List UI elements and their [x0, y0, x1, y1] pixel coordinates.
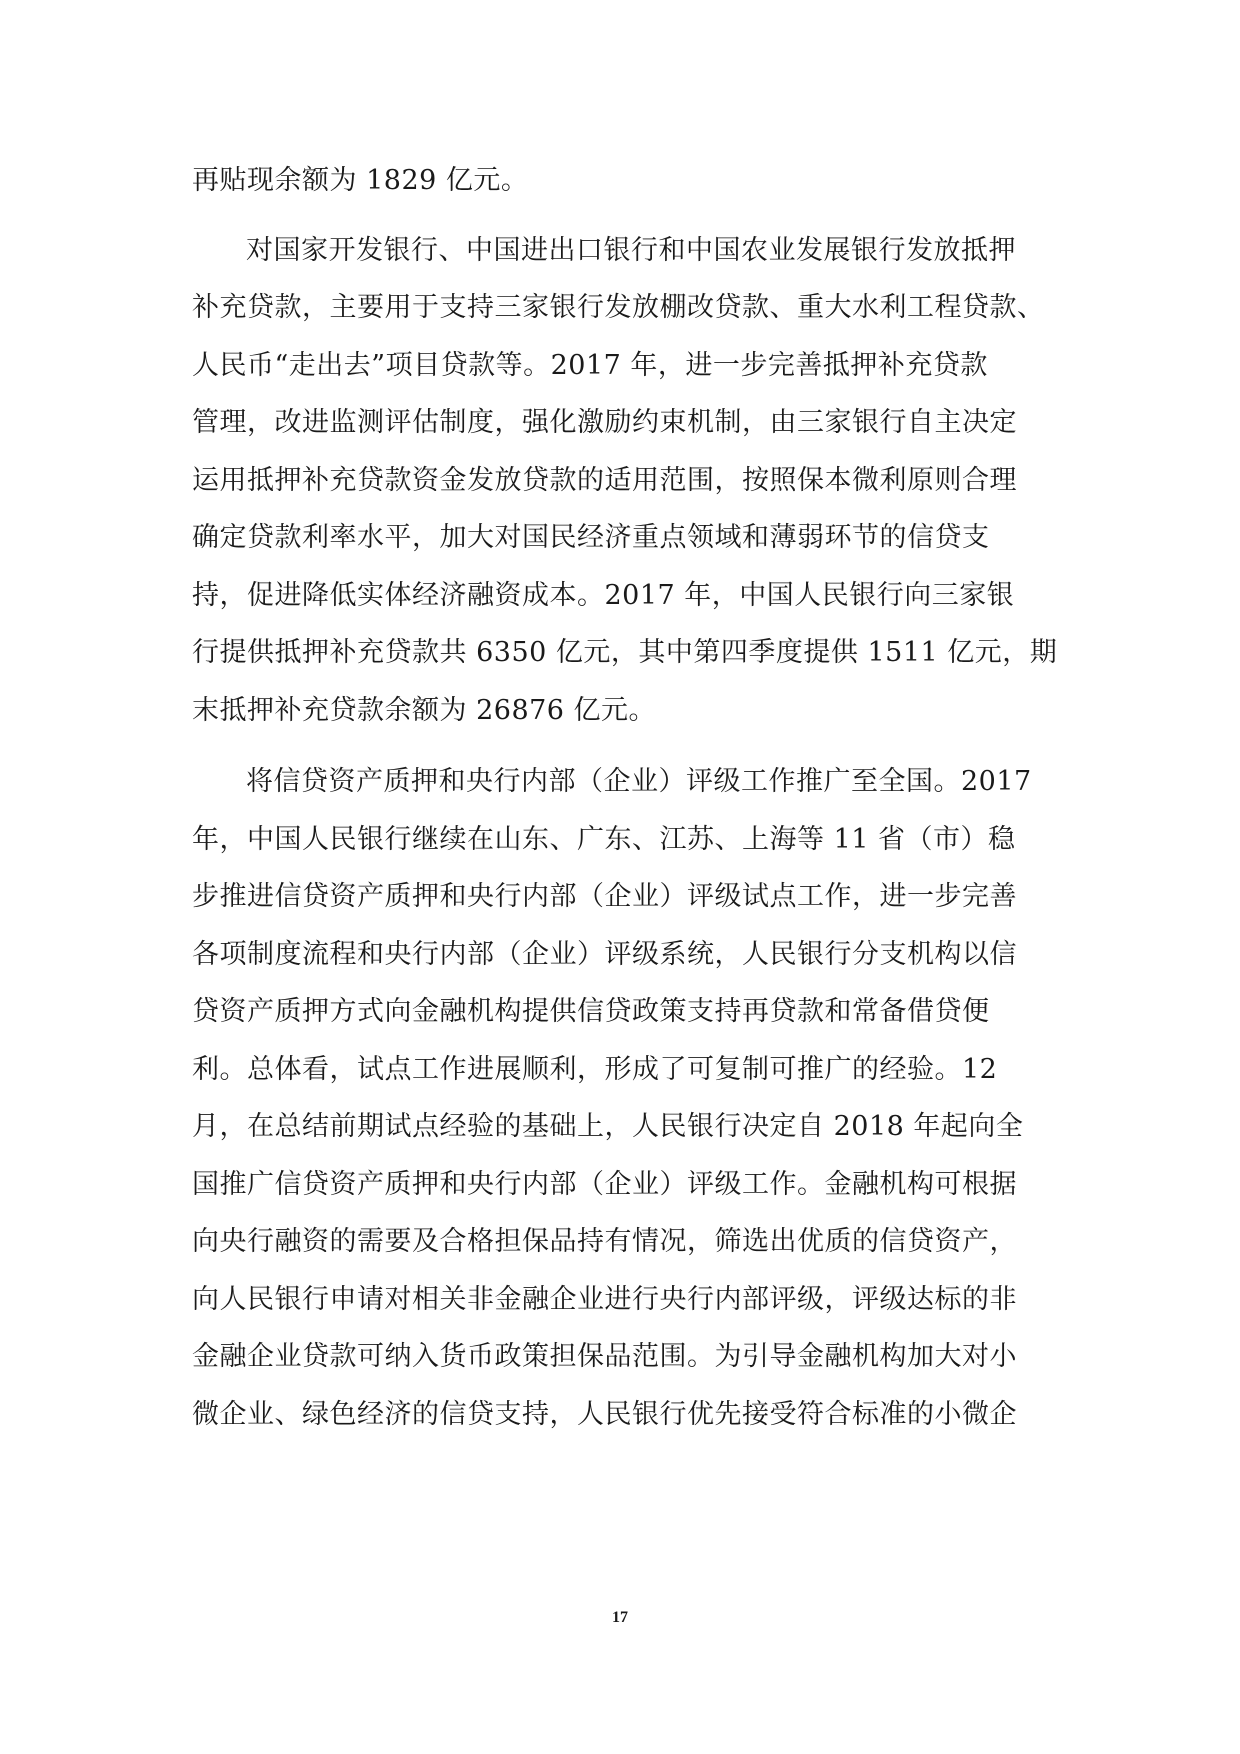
text-line: 利。总体看，试点工作进展顺利，形成了可复制可推广的经验。12 [192, 1054, 998, 1085]
text-line: 人民币“走出去”项目贷款等。2017 年，进一步完善抵押补充贷款 [192, 350, 988, 381]
text-line: 步推进信贷资产质押和央行内部（企业）评级试点工作，进一步完善 [192, 881, 1017, 912]
text-line: 补充贷款，主要用于支持三家银行发放棚改贷款、重大水利工程贷款、 [192, 292, 1045, 323]
text-line: 运用抵押补充贷款资金发放贷款的适用范围，按照保本微利原则合理 [192, 465, 1017, 496]
text-line: 确定贷款利率水平，加大对国民经济重点领域和薄弱环节的信贷支 [192, 522, 990, 553]
text-line: 贷资产质押方式向金融机构提供信贷政策支持再贷款和常备借贷便 [192, 996, 990, 1027]
text-line: 管理，改进监测评估制度，强化激励约束机制，由三家银行自主决定 [192, 407, 1017, 438]
text-line: 国推广信贷资产质押和央行内部（企业）评级工作。金融机构可根据 [192, 1169, 1017, 1200]
text-line: 各项制度流程和央行内部（企业）评级系统，人民银行分支机构以信 [192, 939, 1017, 970]
text-line: 向央行融资的需要及合格担保品持有情况，筛选出优质的信贷资产， [192, 1226, 1017, 1257]
text-line: 金融企业贷款可纳入货币政策担保品范围。为引导金融机构加大对小 [192, 1341, 1017, 1372]
text-line: 微企业、绿色经济的信贷支持，人民银行优先接受符合标准的小微企 [192, 1399, 1017, 1430]
text-line: 向人民银行申请对相关非金融企业进行央行内部评级，评级达标的非 [192, 1284, 1017, 1315]
text-line: 对国家开发银行、中国进出口银行和中国农业发展银行发放抵押 [246, 235, 1016, 266]
text-line: 持，促进降低实体经济融资成本。2017 年，中国人民银行向三家银 [192, 580, 1015, 611]
text-line: 将信贷资产质押和央行内部（企业）评级工作推广至全国。2017 [246, 766, 1032, 797]
text-line: 年，中国人民银行继续在山东、广东、江苏、上海等 11 省（市）稳 [192, 824, 1016, 855]
page-number: 17 [612, 1609, 628, 1626]
text-line: 末抵押补充贷款余额为 26876 亿元。 [192, 695, 657, 726]
text-line: 行提供抵押补充贷款共 6350 亿元，其中第四季度提供 1511 亿元，期 [192, 637, 1058, 668]
text-line: 再贴现余额为 1829 亿元。 [192, 165, 529, 196]
text-line: 月，在总结前期试点经验的基础上，人民银行决定自 2018 年起向全 [192, 1111, 1024, 1142]
